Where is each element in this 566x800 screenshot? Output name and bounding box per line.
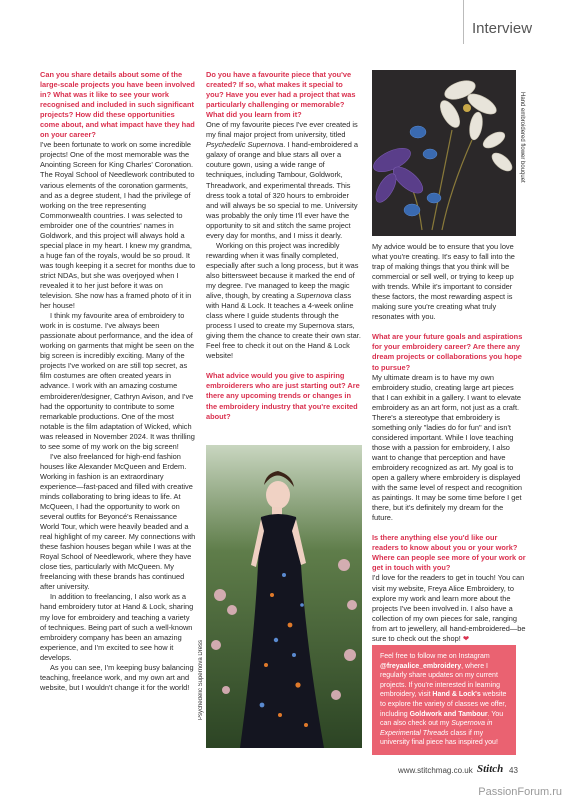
italic-title: Psychedelic Supernova: [206, 140, 284, 150]
watermark: PassionForum.ru: [478, 786, 562, 798]
text-run: One of my favourite pieces I've ever created is my final major project from university, titled: [206, 120, 358, 140]
answer-paragraph: As you can see, I'm keeping busy balancing teaching, freelance work, and my own art and website, but I wouldn't change it for the world!: [40, 662, 194, 692]
answer-paragraph: [206, 241, 362, 362]
flower-photo-caption: Hand embroidered flower bouquet: [519, 92, 525, 183]
text-run: class with Hand & Lock. It teaches a 4-week online class where I guide students through the process I used to create my Supernova stars, giving them the chance to create their own star. Feel free to check it out on the Hand & Lock website!: [206, 291, 361, 361]
footer-brand-logo: Stitch: [477, 763, 504, 775]
answer-paragraph: I think my favourite area of embroidery to work in is costume. I've always been passionate about performance, and the idea of working on garments that might be seen on the big screen is incredibly exciting. Many of the projects I've worked on are still top secret, as film costumes are often created years in advance. I work with an amazing costume embroiderer/designer, Cathryn Avison, and I've had the opportunity to contribute to some remarkable productions. One of the most notable is the film adaptation of Wicked, which was released in November 2024. It was thrilling to see some of my work on the big screen!: [40, 311, 195, 451]
answer-paragraph: I've been fortunate to work on some incredible projects! One of the most memorable was the Anointing Screen for King Charles' Coronation. The Royal School of Needlework contributed to various elements of the coronation garments, and as a degree student, I had the privilege of working on the tree representing Commonwealth countries. I was selected to embroider one of the countries' names in Goldwork, and this project will always hold a special place in my heart. I knew my grandma, a huge fan of the royals, would be so proud. It was tough keeping it a secret for months due to strict NDAs, but she was overjoyed when I revealed it to her just before it was on television. She now has a framed photo of it in her house!: [40, 140, 196, 311]
text-run: Working on this project was incredibly rewarding when it was finally completed, especially after such a long process, but it was also bittersweet because it marked the end of my degree. I've managed to keep the magic alive, though, by creating a: [206, 240, 359, 301]
answer-paragraph: I've also freelanced for high-end fashion houses like Alexander McQueen and Erdem. Working in fashion is an extraordinary experience—fast-paced and filled with creative minds collaborating to bring ideas to life. At McQueen, I had the opportunity to work on several outfits for Beyoncé's Renaissance World Tour, which were heavily beaded and a real highlight of my career. My connections with these fashion houses began while I was at the Royal School of Needlework, where they have close ties, particularly with McQueen. My freelancing with these brands has continued after university.: [40, 451, 196, 592]
answer-paragraph: My ultimate dream is to have my own embroidery studio, creating large art pieces that I can exhibit in a gallery. I want to elevate embroidery as an art form, not just as a craft. There's a stereotype that embroidery is something only "ladies do for fun" and isn't considered important. While I love teaching those with a passion for embroidery, I also want to change that perception and have embroidery recognized as art. My goal is to open a gallery where embroidery is displayed with the same level of respect and recognition as paintings. It may be some time before I get there, but it's definitely my dream for the future.: [372, 372, 522, 523]
supernova-dress-photo: [206, 445, 362, 748]
spacer: [372, 322, 526, 332]
dress-photo-caption: Psychedelic Supernova Dress: [198, 640, 204, 721]
text-run: class if my university final piece has inspired you!: [380, 729, 498, 747]
footer-url[interactable]: www.stitchmag.co.uk: [398, 766, 473, 775]
hand-and-lock-link[interactable]: Hand & Lock's: [432, 691, 481, 699]
question-large-projects: Can you share details about some of the large-scale projects you have been involved in? What was it like to see your work recognised and included in such significant projects? How did these opportunities come about, and what impact have they had on your career?: [40, 70, 195, 140]
question-advice: What advice would you give to aspiring embroiderers who are just starting out? Are there any upcoming trends or changes in the embroidery industry that you're excited about?: [206, 371, 360, 421]
bold-text: Goldwork and Tambour: [409, 710, 488, 718]
answer-paragraph: [206, 120, 362, 241]
text-run: . You can also check out my: [380, 710, 504, 728]
answer-paragraph: My advice would be to ensure that you love what you're creating. It's easy to fall into the trap of making things that you think will be commercial or sell well, or trying to keep up with trends. While it's important to consider these factors, the most rewarding aspect is making sure you're creating what truly resonates with you.: [372, 242, 515, 322]
flower-bouquet-photo: [372, 70, 516, 236]
text-run: website to explore the variety of classes we offer, including: [380, 691, 507, 718]
column-2: [206, 70, 362, 422]
question-anything-else: Is there anything else you'd like our readers to know about you or your work? Where can people see more of your work or get in touch with you?: [372, 533, 526, 573]
heart-icon: ❤: [462, 633, 470, 643]
text-run: , where I regularly share updates on my current projects. If you're interested in learning embroidery, visit: [380, 662, 501, 699]
column-1: [40, 70, 196, 693]
question-future-goals: What are your future goals and aspirations for your embroidery career? Are there any dream projects or collaborations you hope to pursue?: [372, 332, 523, 372]
text-run: Feel free to follow me on Instagram: [380, 653, 490, 660]
section-title: Interview: [472, 20, 533, 37]
text-run: I'd love for the readers to get in touch! You can visit my website, Freya Alice Embroidery, to explore my work and learn more about the projects I've been involved in. I also have a collection of my own pieces for sale, ranging from art to jewellery, all hand-embroidered—be sure to check out the shop!: [372, 573, 526, 643]
answer-paragraph: In addition to freelancing, I also work as a hand embroidery tutor at Hand & Lock, sharing my love for embroidery and teaching a variety of techniques. Being part of such a well-known embroidery company has been an amazing experience, and I'm excited to see how it develops.: [40, 592, 194, 662]
text-run: . I hand-embroidered a galaxy of orange and blue stars all over a couture gown, using a wide range of techniques, including Tambour, Goldwork, Threadwork, and experimental threads. This dress took a total of 320 hours to embroider and will always be so special to me. University was probably the only time I'll ever have the opportunity to sit and stitch the same project every day for months, and I miss it dearly.: [206, 140, 359, 240]
spacer: [206, 361, 362, 371]
header-divider: [463, 0, 464, 44]
instagram-promo-box: [372, 645, 516, 755]
column-3: [372, 242, 526, 644]
italic-title: Supernova in Experimental Threads: [380, 720, 493, 737]
instagram-handle[interactable]: @freyaalice_embroidery: [380, 662, 462, 670]
question-favourite-piece: Do you have a favourite piece that you've created? If so, what makes it special to you? Have you ever had a project that was particularly challenging or memorable? What did you learn from it?: [206, 70, 356, 120]
spacer: [372, 523, 526, 533]
page-number: 43: [509, 766, 518, 775]
answer-paragraph: [372, 573, 526, 643]
italic-title: Supernova: [296, 291, 333, 301]
